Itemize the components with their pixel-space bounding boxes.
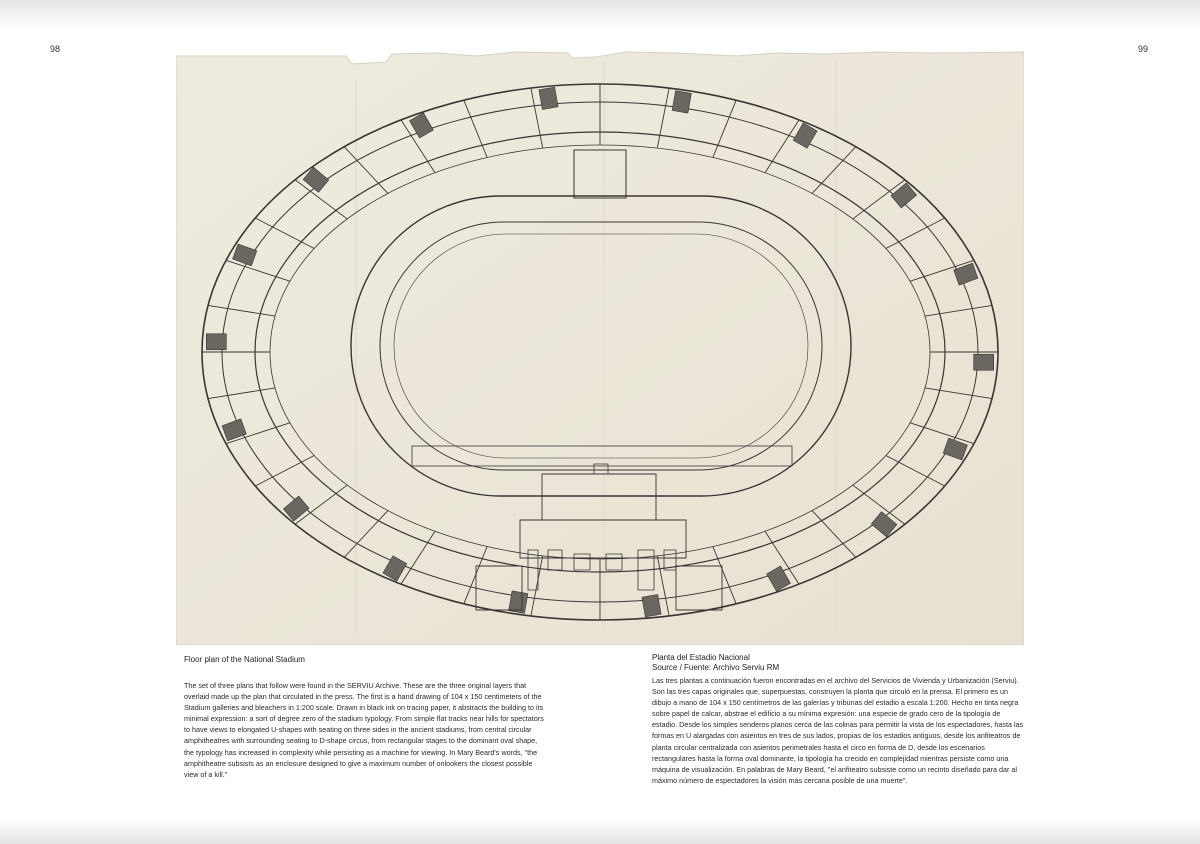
caption-english [184,655,544,780]
stair-block [539,87,558,109]
floor-plan-drawing [176,50,1024,645]
caption-spanish [652,653,1024,786]
stair-block [672,91,691,113]
figure-source: Source / Fuente: Archivo Serviu RM [652,663,780,672]
stair-block [206,334,226,350]
stair-block [642,594,661,616]
floor-plan-figure [176,50,1024,645]
body-text-spanish: Las tres plantas a continuación fueron encontradas en el archivo del Servicios de Vivienda y Urbanización (Serviu). Son las tres capas originales que, superpuestas, construyen la planta que circuló en la prensa. El primero es un dibujo a mano de 104 x 150 centímetros de las galerías y tribunas del estadio a escala 1:200. Hecho en tinta negra sobre papel de calcar, abstrae el edificio a su mínima expresión: una especie de grado cero de la tipología de estadio. Desde los simples senderos planos cerca de las colinas para permitir la vista de los espectadores, hasta las formas en U alargadas con asientos en tres de sus lados, propias de los estadios antiguos, desde los anfiteatros de planta circular centralizada con asientos perimetrales hasta el circo en forma de D, desde los escenarios rectangulares hasta la forma oval dominante, la tipología ha crecido en complejidad mientras persiste como una máquina de visualización. En palabras de Mary Beard, "el anfiteatro subsiste como un recinto diseñado para dar al máximo número de espectadores la visión más cercana posible de una muerte". [652,676,1024,785]
figure-title-english: Floor plan of the National Stadium [184,655,305,664]
figure-title-spanish: Planta del Estadio Nacional [652,653,750,662]
body-text-english: The set of three plans that follow were found in the SERVIU Archive. These are the three original layers that overlaid made up the plan that circulated in the press. The first is a hand drawing of 104 x 150 centimeters of the Stadium galleries and bleachers in 1:200 scale. Drawn in black ink on tracing paper, it abstracts the building to its minimal expression: a sort of degree zero of the stadium typology. From simple flat tracks near hills for spectators to have views to elongated U-shapes with seating on three sides in the ancient stadiums, from central circular amphitheatres with surrounding seating to D-shape circus, from rectangular stages to the dominant oval shape, the typology has increased in complexity while persisting as a machine for viewing. In Mary Beard's words, "the amphitheatre subsists as an enclosure designed to give a maximum number of onlookers the closest possible view of a kill." [184,681,544,779]
page-number-left: 98 [50,44,61,54]
bottom-edge-shadow [0,820,1200,844]
page-number-right: 99 [1138,44,1149,54]
top-edge-shadow [0,0,1200,30]
stair-block [974,354,994,370]
